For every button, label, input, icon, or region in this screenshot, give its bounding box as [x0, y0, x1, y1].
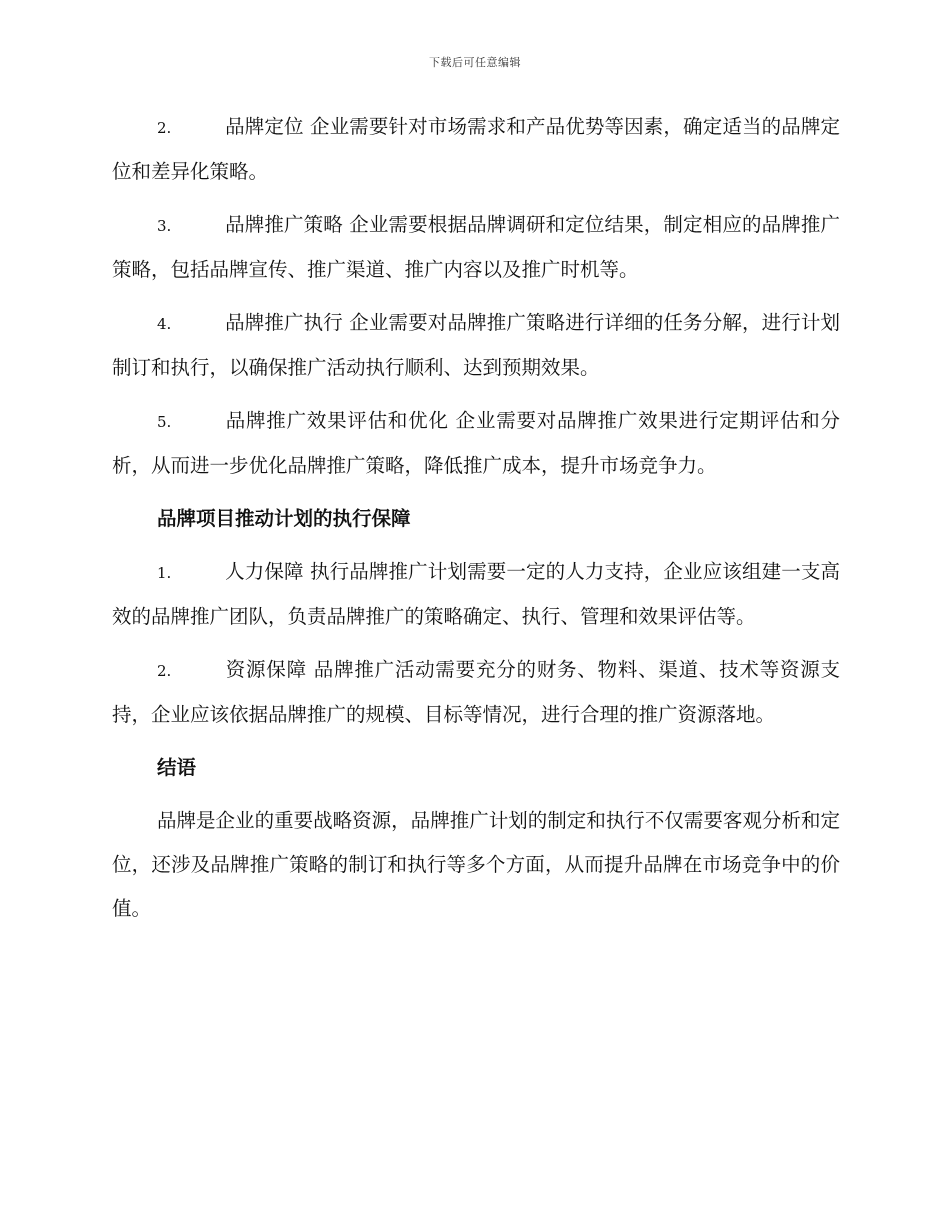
list-item-text: 资源保障 品牌推广活动需要充分的财务、物料、渠道、技术等资源支持，企业应该依据品牌推广的规模、目标等情况，进行合理的推广资源落地。: [112, 658, 840, 726]
list-item-text: 品牌推广执行 企业需要对品牌推广策略进行详细的任务分解，进行计划制订和执行，以确保推广活动执行顺利、达到预期效果。: [112, 311, 840, 379]
list-item-number: 3.: [157, 217, 172, 235]
list-item-text: 品牌定位 企业需要针对市场需求和产品优势等因素，确定适当的品牌定位和差异化策略。: [112, 115, 840, 183]
list-item-number: 2.: [157, 119, 172, 137]
list-item: [112, 105, 840, 194]
list-item-number: 4.: [157, 315, 172, 333]
list-item-number: 2.: [157, 662, 172, 680]
section-title-guarantee: 品牌项目推动计划的执行保障: [157, 507, 411, 530]
list-item: [112, 301, 840, 390]
list-item-text: 品牌推广策略 企业需要根据品牌调研和定位结果，制定相应的品牌推广策略，包括品牌宣传、推广渠道、推广内容以及推广时机等。: [112, 213, 840, 281]
list-item: [112, 399, 840, 488]
list-item-text: 人力保障 执行品牌推广计划需要一定的人力支持，企业应该组建一支高效的品牌推广团队，负责品牌推广的策略确定、执行、管理和效果评估等。: [112, 560, 840, 628]
list-item-text: 品牌推广效果评估和优化 企业需要对品牌推广效果进行定期评估和分析，从而进一步优化品牌推广策略，降低推广成本，提升市场竞争力。: [112, 409, 840, 477]
header-note: 下载后可任意编辑: [429, 56, 521, 69]
document-body: [112, 105, 840, 931]
list-item: [112, 550, 840, 639]
list-item-number: 1.: [157, 564, 172, 582]
section-title-conclusion: 结语: [157, 756, 197, 779]
list-item: [112, 648, 840, 737]
conclusion-paragraph: 品牌是企业的重要战略资源，品牌推广计划的制定和执行不仅需要客观分析和定位，还涉及品牌推广策略的制订和执行等多个方面，从而提升品牌在市场竞争中的价值。: [112, 809, 840, 920]
list-item: [112, 203, 840, 292]
list-item-number: 5.: [157, 413, 172, 431]
